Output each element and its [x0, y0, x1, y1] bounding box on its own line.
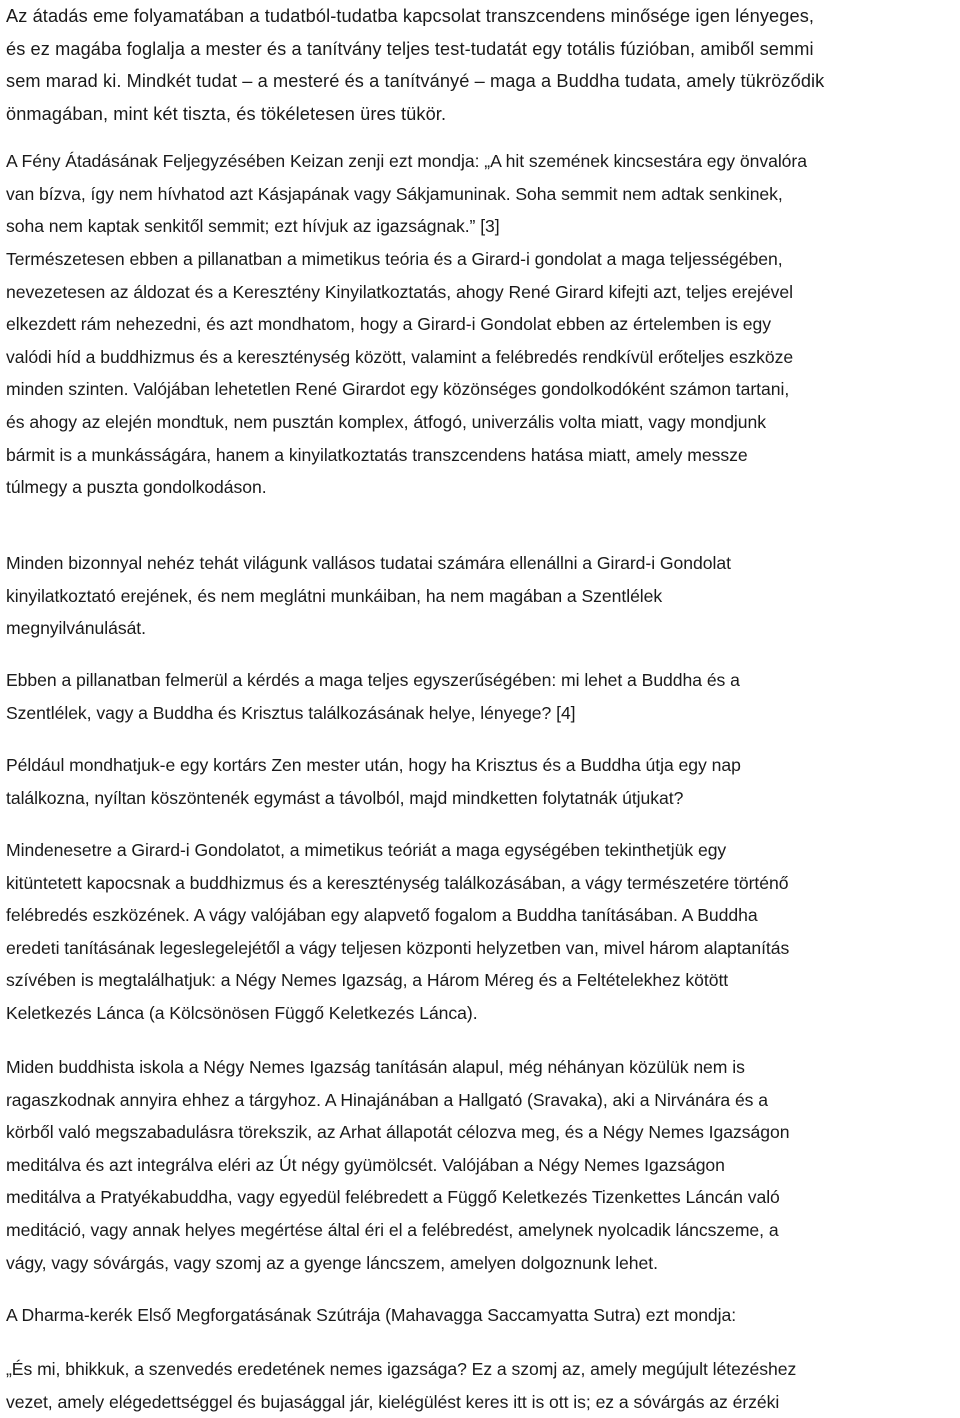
paragraph-transmission — [6, 0, 958, 130]
text-line: nevezetesen az áldozat és a Keresztény Kinyilatkoztatás, ahogy René Girard kifejti azt, teljes erejével — [6, 281, 793, 302]
paragraph-holy-spirit — [6, 547, 958, 645]
text-line: és ahogy az elején mondtuk, nem pusztán komplex, átfogó, univerzális volta miatt, vagy mondjunk — [6, 411, 767, 432]
text-line: eredeti tanításának legeslegelejétől a vágy teljesen központi helyzetben van, mivel három alaptanítás — [6, 937, 790, 958]
text-line: felébredés eszközének. A vágy valójában egy alapvető fogalom a Buddha tanításában. A Buddha — [6, 905, 758, 926]
paragraph-sutra-quote — [6, 1353, 958, 1418]
text-line: A Dharma-kerék Első Megforgatásának Szútrája (Mahavagga Saccamyatta Sutra) ezt mondja: — [6, 1305, 737, 1325]
text-line: körből való megszabadulásra törekszik, az Arhat állapotát célozva meg, és a Négy Nemes Igazságon — [6, 1122, 790, 1143]
text-line: kinyilatkoztató erejének, és nem meglátni munkáiban, ha nem magában a Szentlélek — [6, 585, 663, 606]
text-line: önmagában, mint két tiszta, és tökéletesen üres tükör. — [6, 103, 447, 124]
text-line: van bízva, így nem hívhatod azt Kásjapának vagy Sákjamuninak. Soha semmit nem adtak senkinek, — [6, 183, 783, 204]
text-line: Minden bizonnyal nehéz tehát világunk vallásos tudatai számára ellenállni a Girard-i Gondolat — [6, 553, 731, 573]
text-line: meditálva a Pratyékabuddha, vagy egyedül felébredett a Függő Keletkezés Tizenkettes Láncán való — [6, 1187, 780, 1208]
text-line: Szentlélek, vagy a Buddha és Krisztus találkozásának helye, lényege? [4] — [6, 702, 576, 723]
text-line: Természetesen ebben a pillanatban a mimetikus teória és a Girard-i gondolat a maga teljességében, — [6, 249, 783, 269]
text-line: találkozna, nyíltan köszöntenék egymást a távolból, majd mindketten folytatnák útjukat? — [6, 787, 684, 808]
text-line: megnyilvánulását. — [6, 618, 146, 639]
text-line: ragaszkodnak annyira ehhez a tárgyhoz. A Hinajánában a Hallgató (Sravaka), aki a Nirvánára és a — [6, 1089, 769, 1110]
paragraph-desire — [6, 834, 958, 1030]
text-line: túlmegy a puszta gondolkodáson. — [6, 477, 267, 498]
text-line: vezet, amely elégedettséggel és bujasággal jár, kielégülést keres itt is ott is; ez a sóvárgás az érzéki — [6, 1391, 780, 1412]
text-line: bármit is a munkásságára, hanem a kinyilatkoztatás transzcendens hatása miatt, amely messze — [6, 444, 748, 465]
paragraph-girard-thought — [6, 243, 958, 504]
text-line: Mindenesetre a Girard-i Gondolatot, a mimetikus teóriát a maga egységében tekinthetjük egy — [6, 840, 727, 860]
text-line: Miden buddhista iskola a Négy Nemes Igazság tanításán alapul, még néhányan közülük nem is — [6, 1057, 745, 1077]
text-line: „És mi, bhikkuk, a szenvedés eredetének nemes igazsága? Ez a szomj az, amely megújult létezéshez — [6, 1359, 797, 1379]
paragraph-zen-master — [6, 749, 958, 814]
text-line: Az átadás eme folyamatában a tudatból-tudatba kapcsolat transzcendens minősége igen lényeges, — [6, 6, 815, 26]
text-line: kitüntetett kapocsnak a buddhizmus és a kereszténység találkozásában, a vágy természetére történő — [6, 872, 789, 893]
text-line: soha nem kaptak senkitől semmit; ezt hívjuk az igazságnak.” [3] — [6, 216, 500, 237]
text-line: Például mondhatjuk-e egy kortárs Zen mester után, hogy ha Krisztus és a Buddha útja egy nap — [6, 755, 741, 775]
paragraph-dharma-wheel — [6, 1299, 958, 1332]
text-line: minden szinten. Valójában lehetetlen René Girardot egy közönséges gondolkodóként számon tartani, — [6, 379, 790, 400]
paragraph-buddhist-schools — [6, 1051, 958, 1279]
text-line: sem marad ki. Mindkét tudat – a mesteré és a tanítványé – maga a Buddha tudata, amely tükröződik — [6, 71, 825, 92]
paragraph-question — [6, 664, 958, 729]
text-line: meditáció, vagy annak helyes megértése által éri el a felébredést, amelynek nyolcadik láncszeme, a — [6, 1219, 779, 1240]
text-line: szívében is megtalálhatjuk: a Négy Nemes Igazság, a Három Méreg és a Feltételekhez kötött — [6, 970, 729, 991]
text-line: Ebben a pillanatban felmerül a kérdés a maga teljes egyszerűségében: mi lehet a Buddha és a — [6, 670, 740, 690]
text-line: meditálva és azt integrálva eléri az Út négy gyümölcsét. Valójában a Négy Nemes Igazságon — [6, 1154, 725, 1175]
text-line: valódi híd a buddhizmus és a kereszténység között, valamint a felébredés rendkívül erőteljes eszköze — [6, 346, 794, 367]
text-line: vágy, vagy sóvárgás, vagy szomj az a gyenge láncszem, amelyen dolgoznunk lehet. — [6, 1252, 658, 1273]
text-line: A Fény Átadásának Feljegyzésében Keizan zenji ezt mondja: „A hit szemének kincsestára egy önvalóra — [6, 151, 807, 171]
paragraph-keizan-quote — [6, 145, 958, 243]
text-line: és ez magába foglalja a mester és a tanítvány teljes test-tudatát egy totális fúzióban, amiből semmi — [6, 38, 814, 59]
text-line: elkezdett rám nehezedni, és azt mondhatom, hogy a Girard-i Gondolat ebben az értelemben is egy — [6, 314, 771, 335]
text-line: Keletkezés Lánca (a Kölcsönösen Függő Keletkezés Lánca). — [6, 1002, 478, 1023]
